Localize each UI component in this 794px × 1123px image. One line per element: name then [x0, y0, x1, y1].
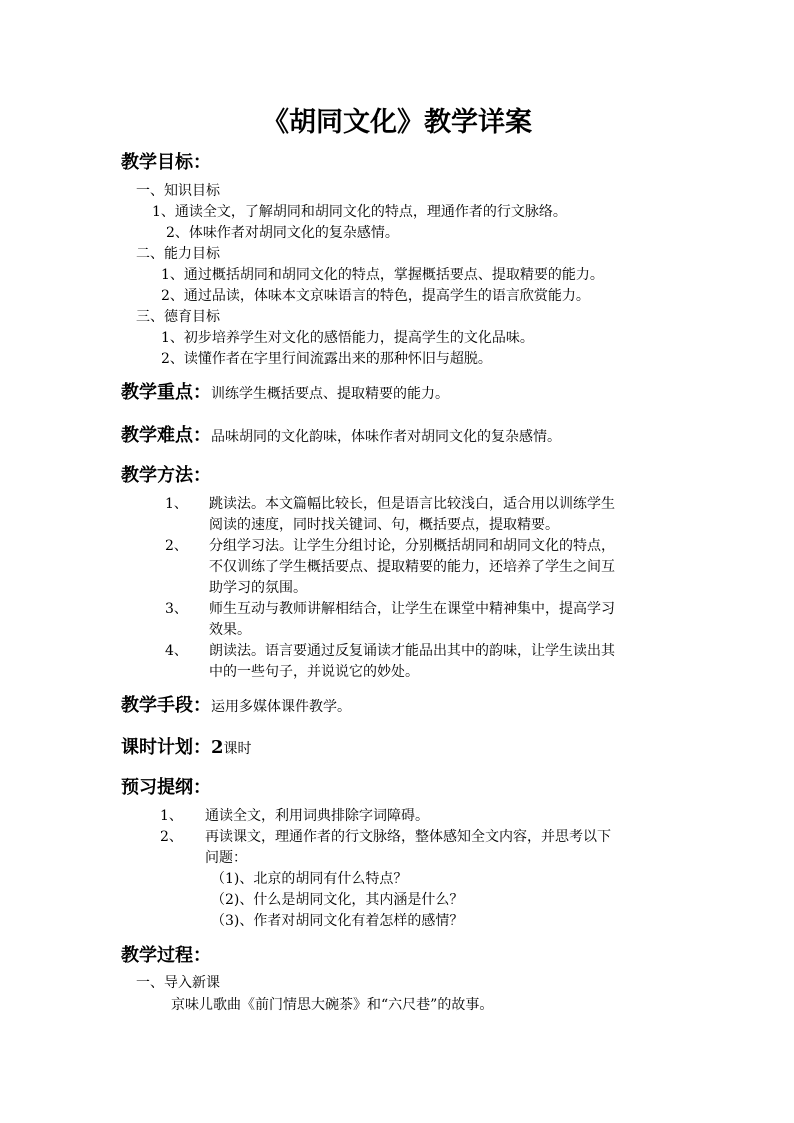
- key-point-heading: 教学重点：: [121, 382, 211, 403]
- methods-heading: 教学方法：: [121, 465, 211, 486]
- process-section-label: 一、导入新课: [136, 975, 220, 991]
- key-point-row: [121, 378, 449, 404]
- method-number: 2、: [165, 538, 188, 554]
- method-line: 效果。: [209, 622, 251, 638]
- objectives-heading: 教学目标：: [121, 152, 211, 173]
- schedule-heading: 课时计划：: [121, 737, 211, 758]
- key-point-text: 训练学生概括要点、提取精要的能力。: [211, 386, 449, 402]
- page-title: 《胡同文化》教学详案: [262, 107, 532, 138]
- schedule-row: [121, 733, 252, 759]
- method-line: 助学习的氛围。: [209, 580, 307, 596]
- process-heading: 教学过程：: [121, 945, 211, 966]
- method-number: 4、: [165, 643, 188, 659]
- method-line: 阅读的速度，同时找关键词、句，概括要点，提取精要。: [209, 517, 559, 533]
- objective-item: 1、通过概括胡同和胡同文化的特点，掌握概括要点、提取精要的能力。: [161, 267, 604, 283]
- method-line: 朗读法。语言要通过反复诵读才能品出其中的韵味，让学生读出其: [209, 643, 615, 659]
- preview-question: （1)、北京的胡同有什么特点？: [211, 871, 408, 887]
- objective-item: 1、通读全文，了解胡同和胡同文化的特点，理通作者的行文脉络。: [152, 204, 567, 220]
- preview-line: 再读课文，理通作者的行文脉络，整体感知全文内容，并思考以下: [205, 829, 611, 845]
- objective-item: 1、初步培养学生对文化的感悟能力，提高学生的文化品味。: [161, 330, 534, 346]
- method-line: 中的一些句子，并说说它的妙处。: [209, 664, 419, 680]
- method-line: 师生互动与教师讲解相结合，让学生在课堂中精神集中，提高学习: [209, 601, 615, 617]
- schedule-number: 2: [211, 737, 224, 758]
- preview-heading: 预习提纲：: [121, 777, 211, 798]
- means-text: 运用多媒体课件教学。: [211, 699, 351, 715]
- objective-item: 2、通过品读，体味本文京味语言的特色，提高学生的语言欣赏能力。: [161, 288, 590, 304]
- difficulty-heading: 教学难点：: [121, 425, 211, 446]
- schedule-unit: 课时: [223, 741, 252, 757]
- method-line: 跳读法。本文篇幅比较长，但是语言比较浅白，适合用以训练学生: [209, 496, 615, 512]
- difficulty-text: 品味胡同的文化韵味，体味作者对胡同文化的复杂感情。: [211, 429, 561, 445]
- process-text: 京味儿歌曲《前门情思大碗茶》和“六尺巷”的故事。: [171, 997, 494, 1013]
- method-line: 不仅训练了学生概括要点、提取精要的能力，还培养了学生之间互: [209, 559, 615, 575]
- objective-section-label: 一、知识目标: [136, 183, 220, 199]
- objective-item: 2、体味作者对胡同文化的复杂感情。: [166, 225, 399, 241]
- method-line: 分组学习法。让学生分组讨论，分别概括胡同和胡同文化的特点，: [209, 538, 615, 554]
- objective-section-label: 二、能力目标: [136, 246, 220, 262]
- difficulty-row: [121, 421, 561, 447]
- preview-question: （2)、什么是胡同文化，其内涵是什么？: [211, 892, 464, 908]
- means-row: [121, 691, 351, 717]
- means-heading: 教学手段：: [121, 695, 211, 716]
- preview-number: 1、: [160, 808, 183, 824]
- preview-line: 通读全文，利用词典排除字词障碍。: [205, 808, 429, 824]
- objective-section-label: 三、德育目标: [136, 309, 220, 325]
- objective-item: 2、读懂作者在字里行间流露出来的那种怀旧与超脱。: [161, 351, 492, 367]
- method-number: 3、: [165, 601, 188, 617]
- preview-number: 2、: [160, 829, 183, 845]
- method-number: 1、: [165, 496, 188, 512]
- preview-question: （3)、作者对胡同文化有着怎样的感情？: [211, 913, 464, 929]
- preview-line: 问题：: [205, 850, 247, 866]
